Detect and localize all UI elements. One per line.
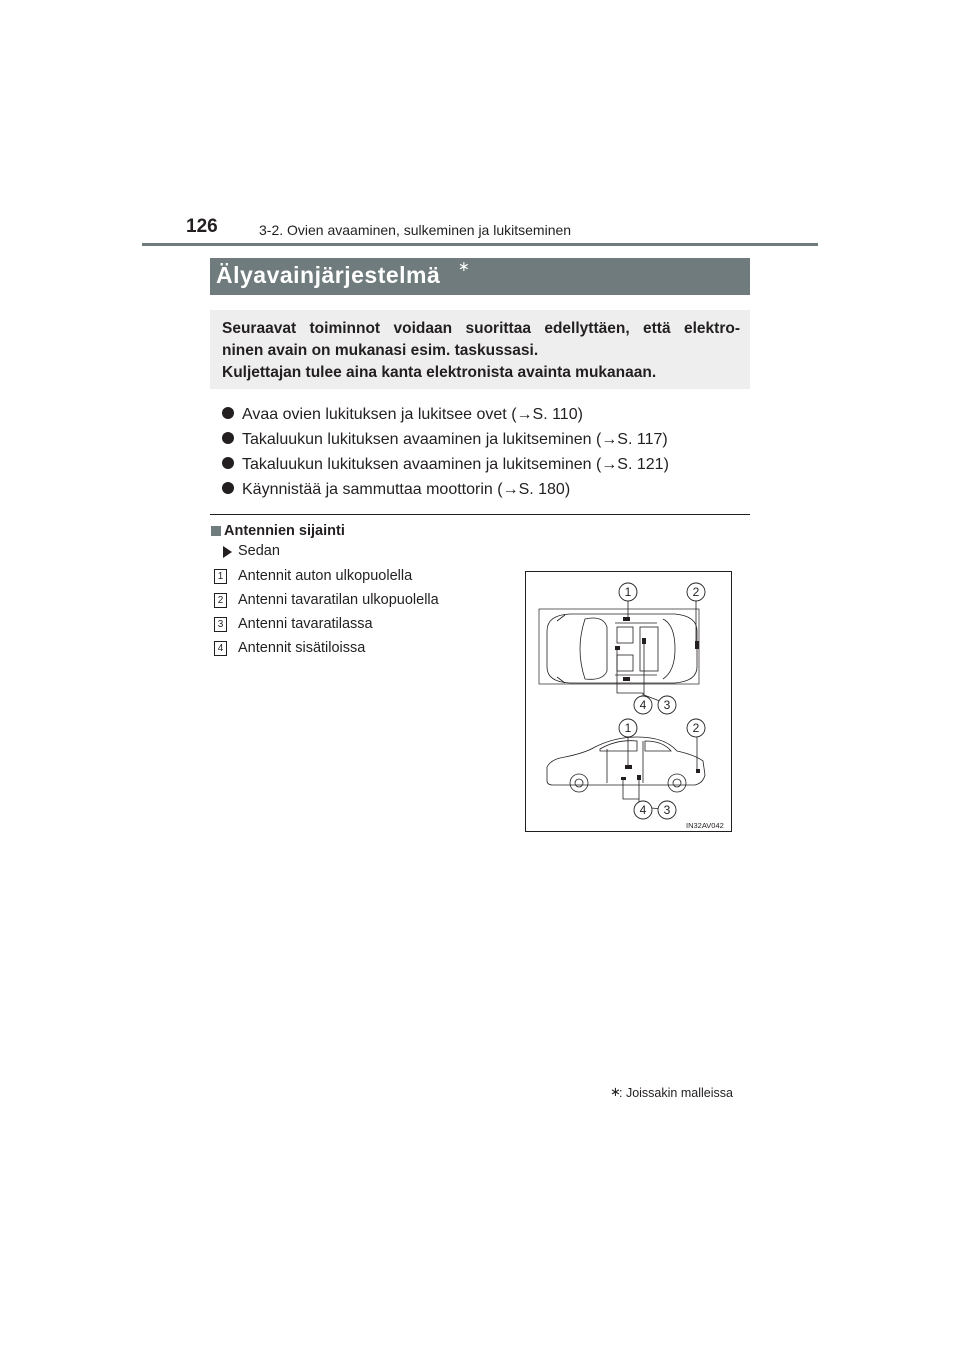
section-title: Antennien sijainti — [224, 523, 345, 539]
callout-label: 4 — [639, 698, 647, 712]
callout-label: 2 — [692, 585, 700, 599]
bullet-text: Avaa ovien lukituksen ja lukitsee ovet (→S. 110) — [242, 406, 583, 423]
antenna-location-diagram — [525, 571, 733, 833]
callout-label: 1 — [624, 585, 632, 599]
page-title: Älyavainjärjestelmä — [216, 262, 441, 288]
callout-label: 3 — [663, 803, 671, 817]
legend-item — [214, 592, 439, 608]
number-box-icon: 3 — [214, 617, 227, 632]
bullet-item — [222, 406, 583, 424]
intro-line-2: ninen avain on mukanasi esim. taskussasi. — [222, 342, 539, 359]
bullet-item — [222, 481, 570, 499]
sub-heading: Sedan — [238, 543, 280, 559]
intro-line-3: Kuljettajan tulee aina kanta elektronista avainta mukanaan. — [222, 364, 657, 381]
legend-text: Antenni tavaratilan ulkopuolella — [238, 592, 439, 608]
legend-item — [214, 568, 412, 584]
page-number: 126 — [186, 216, 218, 237]
footnote-asterisk: ∗ — [610, 1084, 621, 1099]
number-box-icon: 2 — [214, 593, 227, 608]
callout-label: 3 — [663, 698, 671, 712]
intro-line-1: Seuraavat toiminnot voidaan suorittaa edellyttäen, että elektro- — [222, 320, 740, 337]
callout-label: 4 — [639, 803, 647, 817]
legend-text: Antenni tavaratilassa — [238, 616, 373, 632]
legend-item — [214, 640, 365, 656]
diagram-code: IN32AV042 — [686, 821, 724, 830]
number-box-icon: 1 — [214, 569, 227, 584]
legend-text: Antennit sisätiloissa — [238, 640, 366, 656]
breadcrumb: 3-2. Ovien avaaminen, sulkeminen ja lukitseminen — [259, 222, 572, 238]
bullet-item — [222, 456, 669, 474]
bullet-dot-icon — [222, 432, 234, 444]
callout-label: 1 — [624, 721, 632, 735]
bullet-text: Takaluukun lukituksen avaaminen ja lukitseminen (→S. 121) — [242, 456, 669, 473]
footnote-text: : Joissakin malleissa — [619, 1086, 733, 1100]
callout-label: 2 — [692, 721, 700, 735]
section-square-icon — [211, 526, 221, 536]
legend-item — [214, 616, 373, 632]
bullet-text: Käynnistää ja sammuttaa moottorin (→S. 180) — [242, 481, 571, 498]
legend-text: Antennit auton ulkopuolella — [238, 568, 413, 584]
bullet-dot-icon — [222, 407, 234, 419]
number-box-icon: 4 — [214, 641, 227, 656]
bullet-dot-icon — [222, 457, 234, 469]
bullet-text: Takaluukun lukituksen avaaminen ja lukitseminen (→S. 117) — [242, 431, 668, 448]
triangle-arrow-icon — [223, 546, 232, 558]
title-asterisk: ∗ — [458, 258, 470, 274]
bullet-dot-icon — [222, 482, 234, 494]
section-divider — [210, 514, 750, 515]
header-rule — [142, 243, 818, 246]
bullet-item — [222, 431, 668, 449]
